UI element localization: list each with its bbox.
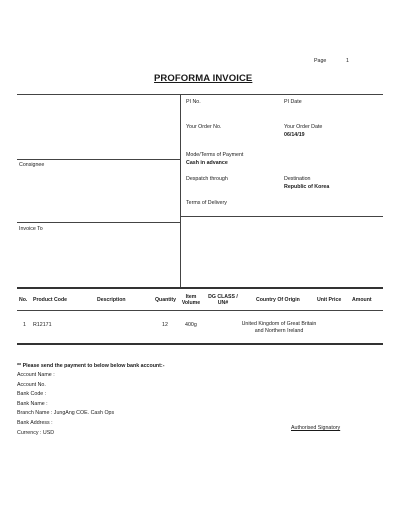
col-header-description: Description	[97, 297, 126, 303]
pi-no-label: PI No.	[186, 99, 201, 105]
col-header-product-code: Product Code	[33, 297, 68, 303]
col-header-item-volume-line2: Volume	[181, 300, 201, 306]
your-order-date-label: Your Order Date	[284, 124, 323, 130]
your-order-no-label: Your Order No.	[186, 124, 222, 130]
bank-name: Bank Name :	[17, 401, 48, 407]
branch-name: Branch Name : JungAng COE. Cash Ops	[17, 410, 115, 416]
col-header-item-volume-line1: Item	[185, 294, 197, 300]
mode-terms-label: Mode/Terms of Payment	[186, 152, 244, 158]
bank-address: Bank Address :	[17, 420, 53, 426]
row-1-country-line1: United Kingdom of Great Britain	[241, 321, 317, 327]
table-header-divider	[17, 310, 383, 311]
col-header-unit-price: Unit Price	[317, 297, 342, 303]
row-1-no: 1	[23, 322, 26, 328]
currency: Currency : USD	[17, 430, 55, 436]
bank-code: Bank Code :	[17, 391, 47, 397]
top-border	[17, 94, 383, 95]
col-header-dg-class-line2: UN#	[217, 300, 229, 306]
col-header-dg-class	[203, 294, 243, 306]
table-top-border	[17, 287, 383, 289]
row-1-quantity: 12	[162, 322, 168, 328]
consignee-label: Consignee	[19, 162, 45, 168]
col-header-item-volume	[180, 294, 202, 306]
pi-date-label: PI Date	[284, 99, 302, 105]
col-header-dg-class-line1: DG CLASS /	[208, 294, 238, 300]
vertical-divider	[180, 94, 181, 287]
consignee-divider	[17, 159, 181, 160]
right-section-divider	[180, 216, 383, 217]
destination-value: Republic of Korea	[284, 184, 330, 190]
despatch-label: Despatch through	[186, 176, 228, 182]
document-title: PROFORMA INVOICE	[154, 73, 253, 84]
row-1-product-code: R12171	[33, 322, 52, 328]
your-order-date-value: 06/14/19	[284, 132, 305, 138]
destination-label: Destination	[284, 176, 311, 182]
authorised-signatory: Authorised Signatory	[291, 425, 341, 431]
col-header-country: Country Of Origin	[256, 297, 300, 303]
invoice-to-label: Invoice To	[19, 226, 43, 232]
mode-terms-value: Cash in advance	[186, 160, 228, 166]
page-number: 1	[346, 58, 349, 64]
account-no: Account No.	[17, 382, 46, 388]
page-label: Page	[314, 58, 327, 64]
col-header-amount: Amount	[352, 297, 372, 303]
bank-notice: ** Please send the payment to below below bank account:-	[17, 363, 165, 369]
row-1-country-line2: and Northern Ireland	[254, 327, 304, 334]
account-name: Account Name :	[17, 372, 55, 378]
row-1-item-volume: 400g	[185, 322, 197, 328]
col-header-quantity: Quantity	[155, 297, 177, 303]
terms-delivery-label: Terms of Delivery	[186, 200, 227, 206]
col-header-no: No.	[19, 297, 28, 303]
table-bottom-border	[17, 343, 383, 345]
row-1-country	[234, 321, 324, 334]
invoice-to-divider	[17, 222, 181, 223]
